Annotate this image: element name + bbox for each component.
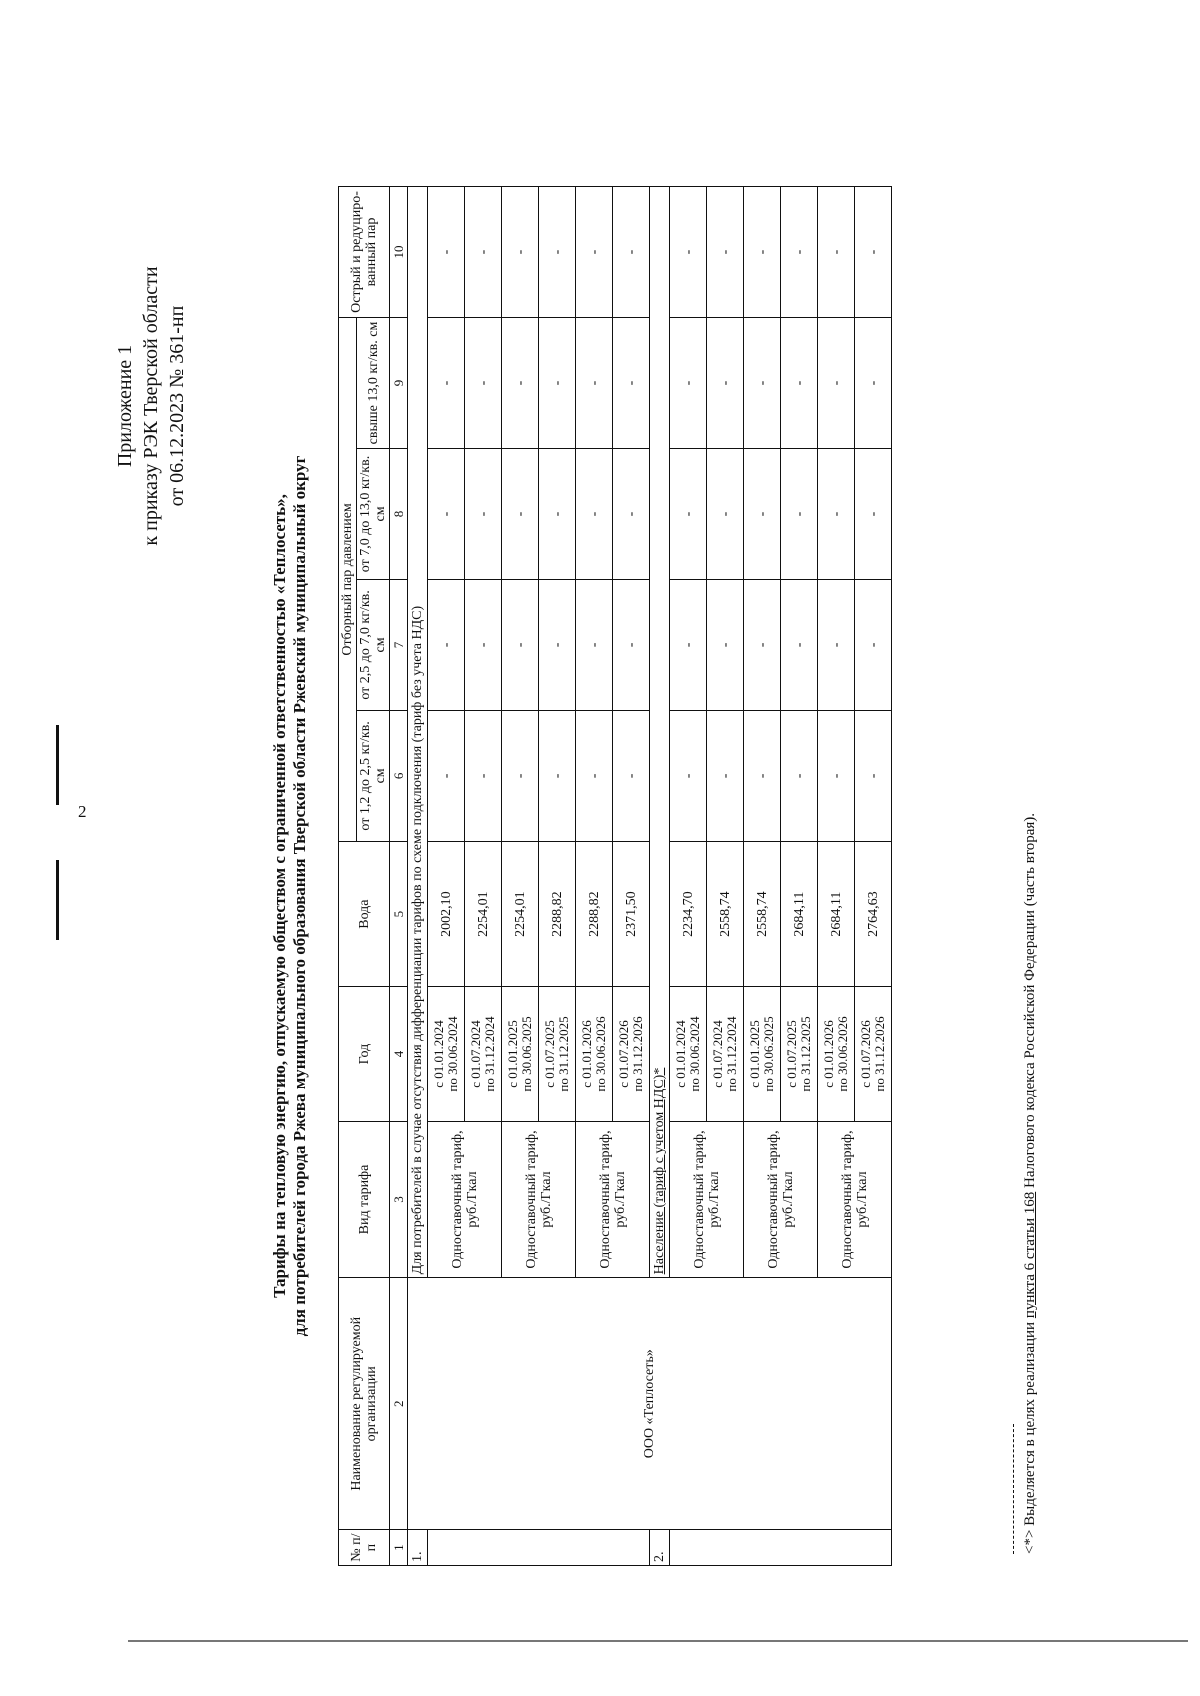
pressure-3-value: - [576,449,613,580]
water-value: 2558,74 [707,841,744,987]
tariff-kind: Одноставочный тариф, руб./Гкал [670,1121,744,1278]
pressure-1-value: - [855,710,892,841]
appendix-line-2: к приказу РЭК Тверской области [140,266,162,546]
column-index: 2 [390,1278,408,1530]
period-from: с 01.01.2026 [821,1020,836,1088]
pressure-4-value: - [855,318,892,449]
period-cell [744,987,781,1121]
pressure-4-value: - [707,318,744,449]
pressure-2-value: - [707,579,744,710]
pressure-1-value: - [744,710,781,841]
section-number: 2. [650,1530,670,1566]
pressure-2-value: - [502,579,539,710]
period-from: с 01.07.2026 [616,1020,631,1088]
header-pressure-1: от 1,2 до 2,5 кг/кв. см [357,710,390,841]
section-row [408,187,428,1566]
rotated-page [0,136,1100,1696]
header-pressure-3: от 7,0 до 13,0 кг/кв. см [357,449,390,580]
footnote-separator [1013,1424,1014,1554]
pressure-2-value: - [855,579,892,710]
header-tariff-kind: Вид тарифа [339,1121,390,1278]
period-to: по 30.06.2026 [835,1016,850,1092]
column-index: 7 [390,579,408,710]
period-to: по 31.12.2025 [798,1016,813,1092]
pressure-3-value: - [818,449,855,580]
tariff-kind: Одноставочный тариф, руб./Гкал [428,1121,502,1278]
pressure-3-value: - [465,449,502,580]
header-num: № п/ п [339,1530,390,1566]
page-number: 2 [78,802,87,821]
column-index: 6 [390,710,408,841]
period-from: с 01.01.2024 [673,1020,688,1088]
column-index: 9 [390,318,408,449]
period-from: с 01.07.2024 [710,1020,725,1088]
pressure-4-value: - [539,318,576,449]
pressure-1-value: - [502,710,539,841]
column-index: 3 [390,1121,408,1278]
pressure-2-value: - [428,579,465,710]
pressure-3-value: - [670,449,707,580]
period-to: по 30.06.2025 [519,1016,534,1092]
pressure-2-value: - [613,579,650,710]
period-from: с 01.01.2026 [579,1020,594,1088]
header-water: Вода [339,841,390,987]
pressure-4-value: - [502,318,539,449]
water-value: 2684,11 [781,841,818,987]
water-value: 2288,82 [576,841,613,987]
pressure-3-value: - [428,449,465,580]
sharp-steam-value: - [670,187,707,318]
section-title: Для потребителей в случае отсутствия дифференциации тарифов по схеме подключения (тариф без учета НДС) [408,187,428,1278]
pressure-2-value: - [465,579,502,710]
sharp-steam-value: - [818,187,855,318]
tariff-kind: Одноставочный тариф, руб./Гкал [502,1121,576,1278]
period-cell [707,987,744,1121]
footnote-prefix: <*> Выделяется в целях реализации [1022,1318,1038,1554]
organization-name: ООО «Теплосеть» [408,1278,892,1530]
column-index: 1 [390,1530,408,1566]
document-title [270,326,310,1466]
water-value: 2764,63 [855,841,892,987]
column-index: 8 [390,449,408,580]
pressure-1-value: - [818,710,855,841]
water-value: 2002,10 [428,841,465,987]
pressure-1-value: - [428,710,465,841]
pressure-1-value: - [539,710,576,841]
period-to: по 30.06.2025 [761,1016,776,1092]
pressure-1-value: - [781,710,818,841]
appendix-line-1: Приложение 1 [114,344,136,468]
period-from: с 01.01.2025 [747,1020,762,1088]
pressure-1-value: - [613,710,650,841]
pressure-4-value: - [781,318,818,449]
appendix-block [112,196,190,616]
pressure-4-value: - [670,318,707,449]
period-to: по 30.06.2024 [445,1016,460,1092]
period-cell [465,987,502,1121]
sharp-steam-value: - [855,187,892,318]
pressure-1-value: - [670,710,707,841]
period-cell [781,987,818,1121]
pressure-2-value: - [781,579,818,710]
period-cell [855,987,892,1121]
num-cell [428,1530,650,1566]
pressure-4-value: - [744,318,781,449]
sharp-steam-value: - [539,187,576,318]
pressure-4-value: - [576,318,613,449]
pressure-2-value: - [744,579,781,710]
sharp-steam-value: - [576,187,613,318]
pressure-1-value: - [576,710,613,841]
water-value: 2288,82 [539,841,576,987]
period-cell [428,987,465,1121]
period-to: по 31.12.2024 [482,1016,497,1092]
period-from: с 01.01.2024 [431,1020,446,1088]
water-value: 2254,01 [465,841,502,987]
column-index-row [390,187,408,1566]
tariff-kind: Одноставочный тариф, руб./Гкал [744,1121,818,1278]
water-value: 2254,01 [502,841,539,987]
pressure-2-value: - [576,579,613,710]
sharp-steam-value: - [707,187,744,318]
footnote-link[interactable]: пункта 6 статьи 168 [1022,1191,1038,1319]
tariff-table [338,186,892,1566]
period-cell [670,987,707,1121]
section-title: Население (тариф с учетом НДС)* [650,187,670,1278]
pressure-2-value: - [670,579,707,710]
pressure-3-value: - [707,449,744,580]
title-line-2: для потребителей города Ржева муниципального образования Тверской области Ржевский муниципальный округ [290,455,309,1337]
appendix-line-3: от 06.12.2023 № 361-нп [166,305,188,507]
header-steam-group: Отборный пар давлением [339,318,357,842]
sharp-steam-value: - [428,187,465,318]
period-cell [576,987,613,1121]
period-to: по 30.06.2026 [593,1016,608,1092]
section-number: 1. [408,1530,428,1566]
pressure-2-value: - [818,579,855,710]
pressure-1-value: - [465,710,502,841]
period-to: по 30.06.2024 [687,1016,702,1092]
sharp-steam-value: - [613,187,650,318]
pressure-1-value: - [707,710,744,841]
title-line-1: Тарифы на тепловую энергию, отпускаемую обществом с ограниченной ответственностью «Теплосеть», [270,494,289,1298]
tariff-kind: Одноставочный тариф, руб./Гкал [818,1121,892,1278]
header-sharp-steam: Острый и редуциро-ванный пар [339,187,390,318]
pressure-4-value: - [818,318,855,449]
pressure-4-value: - [613,318,650,449]
header-pressure-2: от 2,5 до 7,0 кг/кв. см [357,579,390,710]
header-organization: Наименование регулируемой организации [339,1278,390,1530]
pressure-4-value: - [428,318,465,449]
water-value: 2234,70 [670,841,707,987]
sharp-steam-value: - [781,187,818,318]
period-from: с 01.07.2025 [784,1020,799,1088]
period-to: по 31.12.2026 [630,1016,645,1092]
pressure-3-value: - [539,449,576,580]
footnote-suffix: Налогового кодекса Российской Федерации (часть вторая). [1022,812,1038,1192]
period-cell [502,987,539,1121]
period-to: по 31.12.2025 [556,1016,571,1092]
column-index: 10 [390,187,408,318]
footnote [1022,813,1039,1554]
sharp-steam-value: - [502,187,539,318]
sharp-steam-value: - [744,187,781,318]
pressure-3-value: - [613,449,650,580]
pressure-3-value: - [502,449,539,580]
sharp-steam-value: - [465,187,502,318]
pressure-3-value: - [781,449,818,580]
pressure-4-value: - [465,318,502,449]
water-value: 2371,50 [613,841,650,987]
header-pressure-4: свыше 13,0 кг/кв. см [357,318,390,449]
column-index: 5 [390,841,408,987]
tariff-kind: Одноставочный тариф, руб./Гкал [576,1121,650,1278]
pressure-2-value: - [539,579,576,710]
header-row-1 [339,187,357,1566]
period-from: с 01.07.2024 [468,1020,483,1088]
period-cell [818,987,855,1121]
pressure-3-value: - [744,449,781,580]
period-from: с 01.07.2026 [858,1020,873,1088]
header-year: Год [339,987,390,1121]
period-to: по 31.12.2026 [872,1016,887,1092]
water-value: 2558,74 [744,841,781,987]
pressure-3-value: - [855,449,892,580]
period-from: с 01.01.2025 [505,1020,520,1088]
period-cell [613,987,650,1121]
period-to: по 31.12.2024 [724,1016,739,1092]
period-cell [539,987,576,1121]
water-value: 2684,11 [818,841,855,987]
period-from: с 01.07.2025 [542,1020,557,1088]
num-cell [670,1530,892,1566]
column-index: 4 [390,987,408,1121]
